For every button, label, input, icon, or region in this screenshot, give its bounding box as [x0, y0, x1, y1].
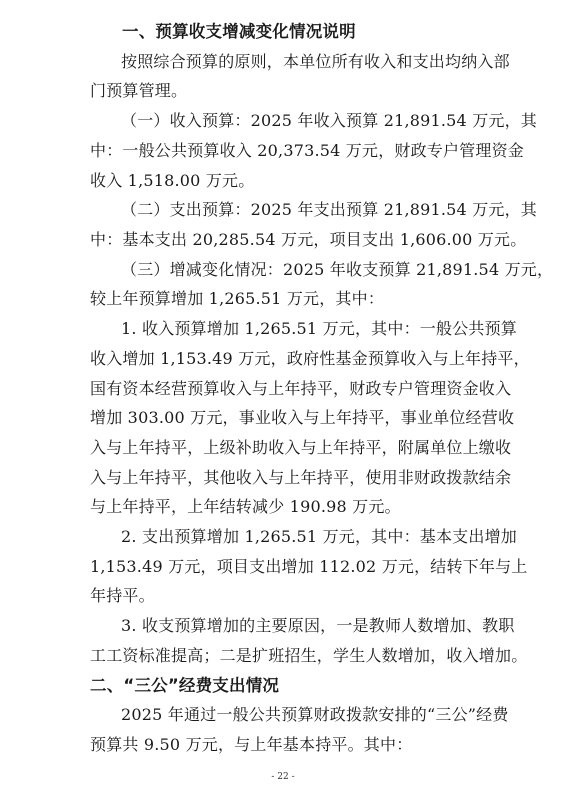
paragraph-line: 按照综合预算的原则，本单位所有收入和支出均纳入部: [121, 52, 510, 71]
paragraph-line: 年持平。: [90, 586, 155, 605]
paragraph-line: 入与上年持平，上级补助收入与上年持平，附属单位上缴收: [90, 438, 512, 457]
paragraph-line: 2025 年通过一般公共预算财政拨款安排的“三公”经费: [121, 705, 509, 724]
paragraph-line: 中：一般公共预算收入 20,373.54 万元，财政专户管理资金: [90, 141, 525, 160]
section-heading: 一、预算收支增减变化情况说明: [122, 22, 356, 41]
paragraph-line: 3. 收支预算增加的主要原因，一是教师人数增加、教职: [121, 616, 515, 635]
paragraph-line: 工工资标准提高；二是扩班招生，学生人数增加，收入增加。: [90, 646, 528, 665]
paragraph-line: 国有资本经营预算收入与上年持平，财政专户管理资金收入: [90, 379, 512, 398]
paragraph-line: （三）增减变化情况：2025 年收支预算 21,891.54 万元，: [121, 260, 554, 279]
page-number: - 22 -: [271, 772, 295, 782]
paragraph-line: 1,153.49 万元，项目支出增加 112.02 万元，结转下年与上: [90, 557, 528, 576]
paragraph-line: 1. 收入预算增加 1,265.51 万元，其中：一般公共预算: [121, 319, 517, 338]
paragraph-line: 入与上年持平，其他收入与上年持平，使用非财政拨款结余: [90, 468, 512, 487]
paragraph-line: 较上年预算增加 1,265.51 万元，其中：: [90, 289, 385, 308]
paragraph-line: 收入增加 1,153.49 万元，政府性基金预算收入与上年持平，: [90, 349, 530, 368]
paragraph-line: 收入 1,518.00 万元。: [90, 171, 255, 190]
paragraph-line: （二）支出预算：2025 年支出预算 21,891.54 万元，其: [121, 200, 538, 219]
paragraph-line: 预算共 9.50 万元，与上年基本持平。其中：: [90, 735, 413, 754]
section-heading: 二、“三公”经费支出情况: [90, 676, 280, 695]
paragraph-line: 2. 支出预算增加 1,265.51 万元，其中：基本支出增加: [121, 527, 517, 546]
paragraph-line: （一）收入预算：2025 年收入预算 21,891.54 万元，其: [121, 111, 538, 130]
paragraph-line: 与上年持平，上年结转减少 190.98 万元。: [90, 497, 401, 516]
paragraph-line: 增加 303.00 万元，事业收入与上年持平，事业单位经营收: [90, 408, 515, 427]
paragraph-line: 门预算管理。: [90, 81, 188, 100]
paragraph-line: 中：基本支出 20,285.54 万元，项目支出 1,606.00 万元。: [90, 230, 527, 249]
